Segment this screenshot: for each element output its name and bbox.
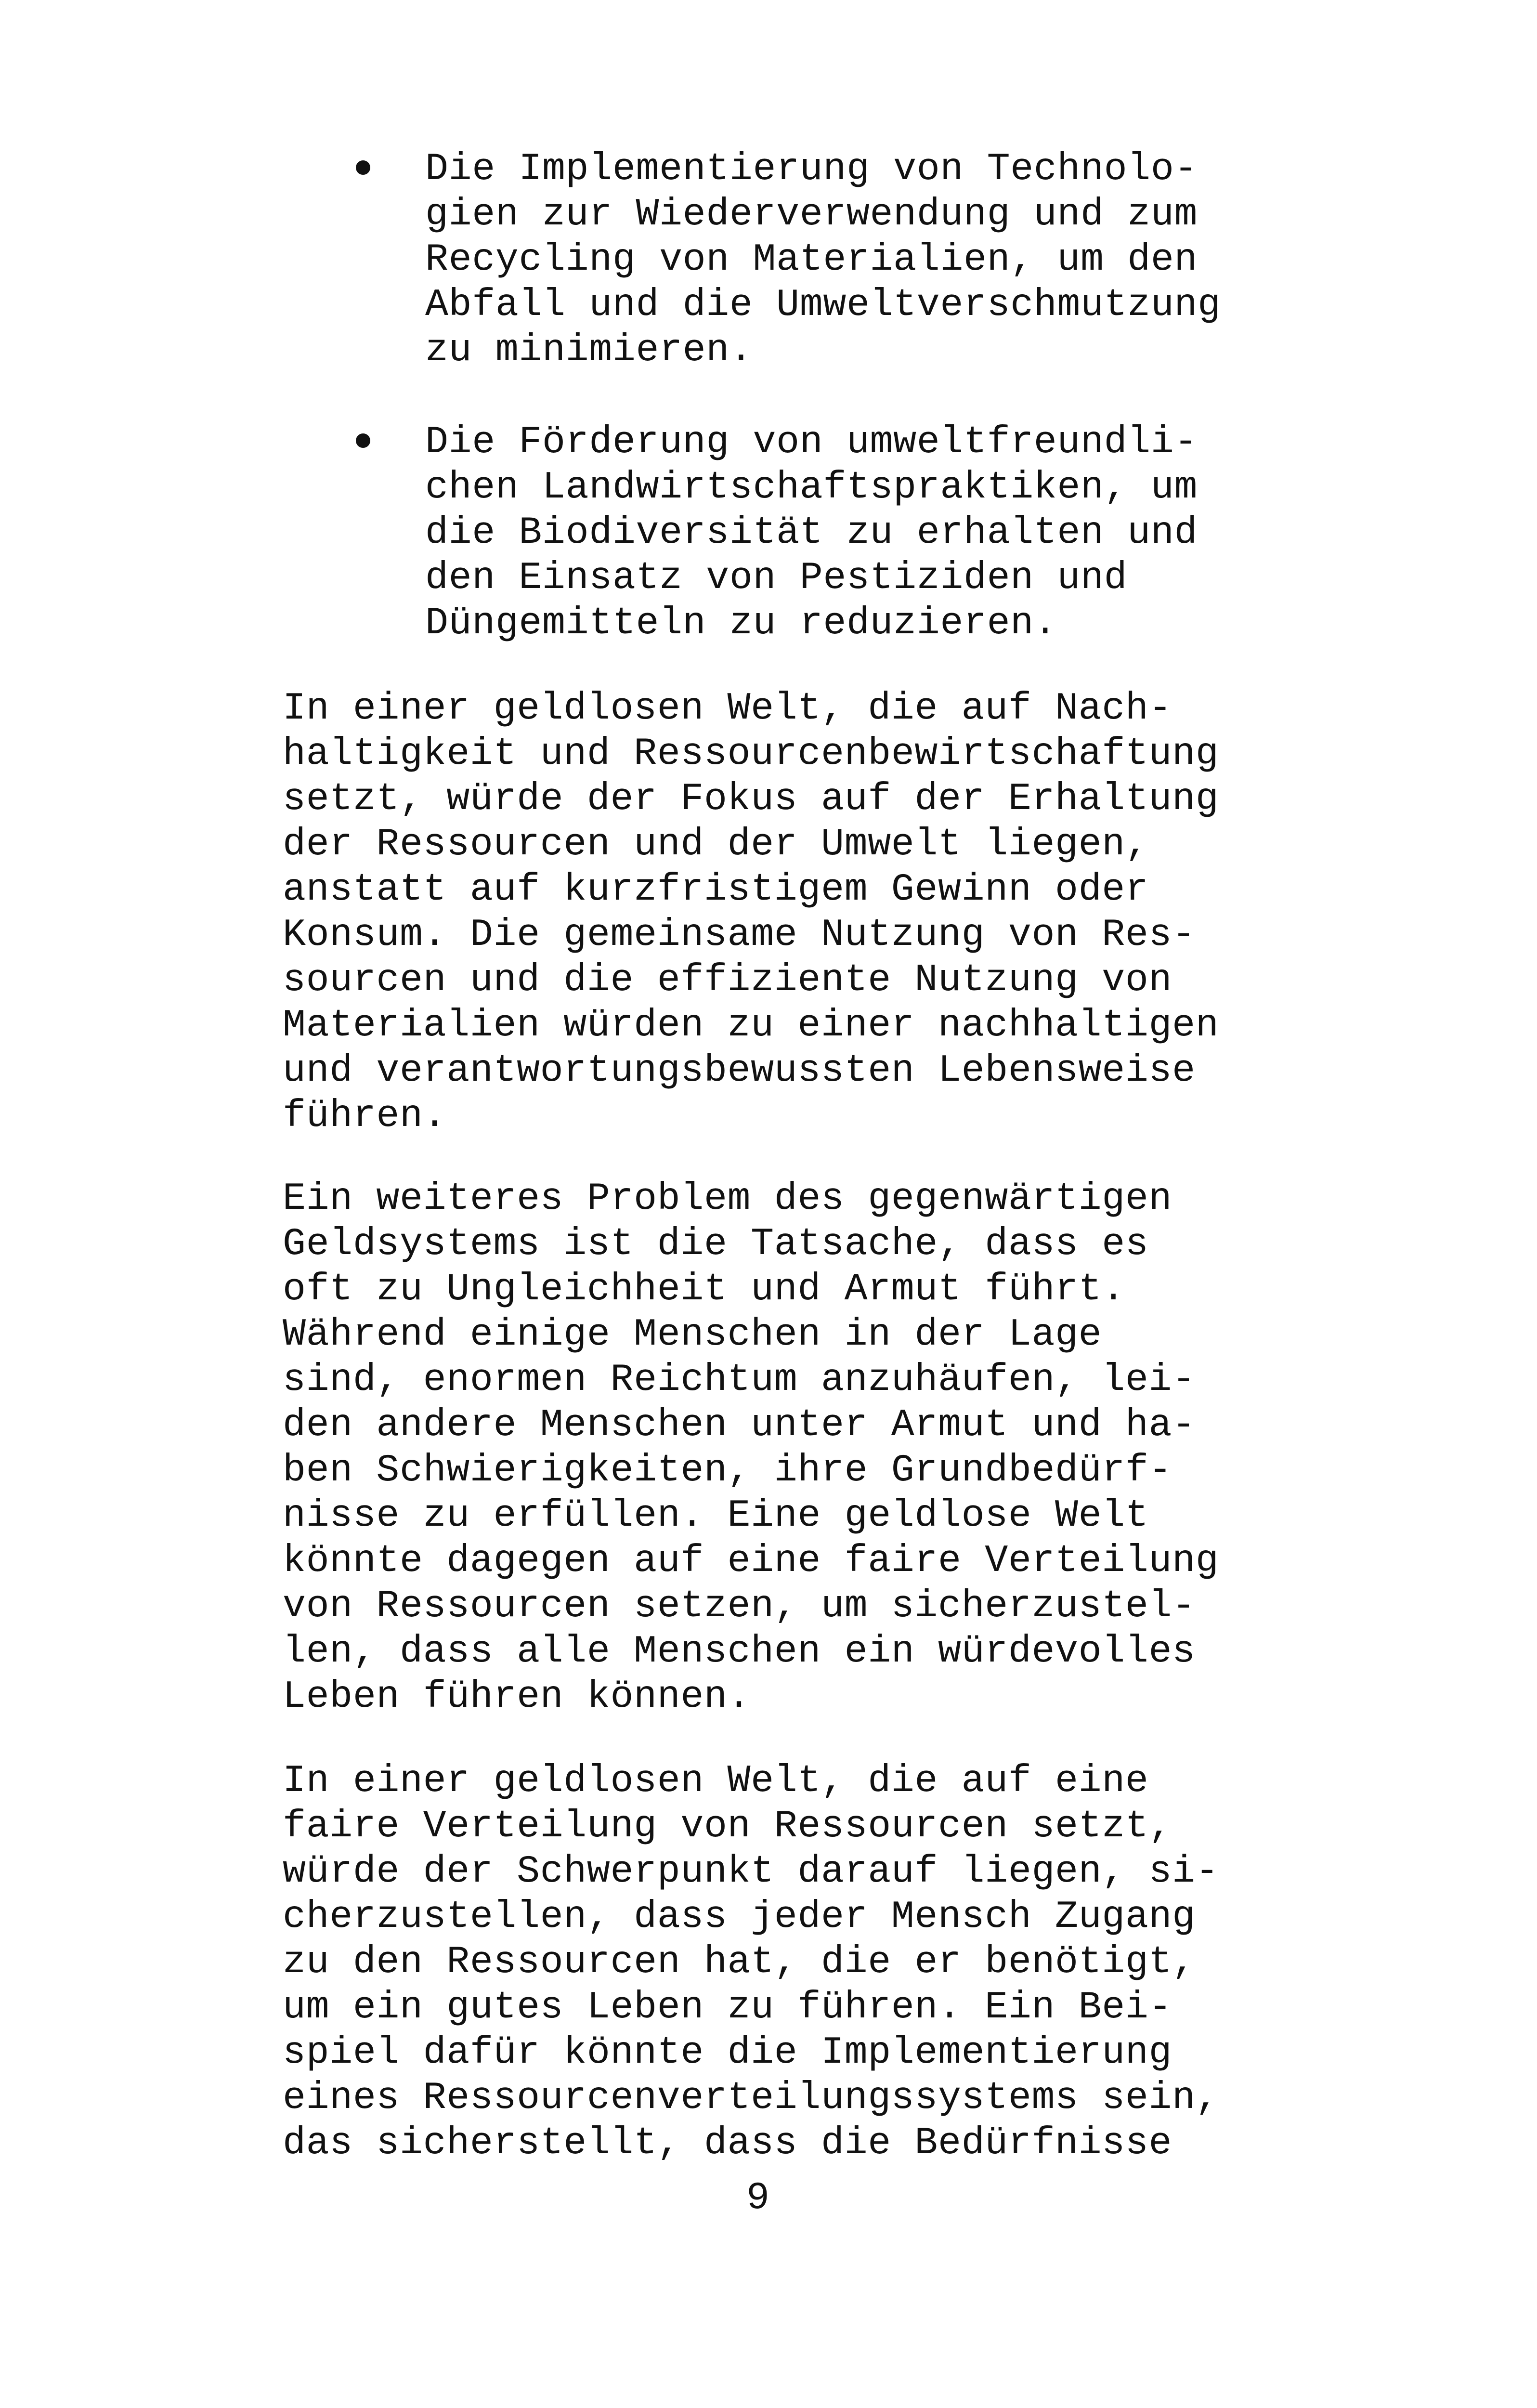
paragraph-1-line-8: Materialien würden zu einer nachhaltigen [283, 1004, 1219, 1047]
paragraph-1-line-9: und verantwortungsbewussten Lebensweise [283, 1049, 1196, 1093]
paragraph-1-line-6: Konsum. Die gemeinsame Nutzung von Res- [283, 913, 1196, 957]
paragraph-3-line-2: faire Verteilung von Ressourcen setzt, [283, 1805, 1172, 1848]
bullet-2-line-2: chen Landwirtschaftspraktiken, um [425, 466, 1198, 510]
paragraph-1-line-1: In einer geldlosen Welt, die auf Nach- [283, 687, 1172, 731]
bullet-1-line-4: Abfall und die Umweltverschmutzung [425, 283, 1221, 327]
bullet-1-line-2: gien zur Wiederverwendung und zum [425, 193, 1198, 236]
bullet-point-icon [356, 160, 370, 175]
paragraph-2-line-1: Ein weiteres Problem des gegenwärtigen [283, 1177, 1172, 1221]
bullet-2-line-4: den Einsatz von Pestiziden und [425, 556, 1128, 600]
bullet-1-line-1: Die Implementierung von Technolo- [425, 147, 1198, 191]
paragraph-2-line-5: sind, enormen Reichtum anzuhäufen, lei- [283, 1358, 1196, 1402]
paragraph-3-line-4: cherzustellen, dass jeder Mensch Zugang [283, 1895, 1196, 1939]
bullet-2-line-5: Düngemitteln zu reduzieren. [425, 602, 1057, 645]
paragraph-2-line-4: Während einige Menschen in der Lage [283, 1313, 1102, 1357]
paragraph-1-line-3: setzt, würde der Fokus auf der Erhaltung [283, 777, 1219, 821]
paragraph-3-line-8: eines Ressourcenverteilungssystems sein, [283, 2076, 1219, 2120]
bullet-1-line-3: Recycling von Materialien, um den [425, 238, 1198, 282]
paragraph-2-line-9: könnte dagegen auf eine faire Verteilung [283, 1539, 1219, 1583]
bullet-2-line-3: die Biodiversität zu erhalten und [425, 511, 1198, 555]
bullet-1-line-5: zu minimieren. [425, 328, 753, 372]
paragraph-2-line-12: Leben führen können. [283, 1675, 751, 1719]
paragraph-2-line-8: nisse zu erfüllen. Eine geldlose Welt [283, 1494, 1149, 1538]
bullet-point-icon [356, 433, 370, 448]
paragraph-3-line-9: das sicherstellt, dass die Bedürfnisse [283, 2121, 1172, 2165]
paragraph-2-line-7: ben Schwierigkeiten, ihre Grundbedürf- [283, 1449, 1172, 1492]
paragraph-2-line-2: Geldsystems ist die Tatsache, dass es [283, 1222, 1149, 1266]
paragraph-3-line-5: zu den Ressourcen hat, die er benötigt, [283, 1940, 1196, 1984]
paragraph-3-line-7: spiel dafür könnte die Implementierung [283, 2031, 1172, 2075]
paragraph-1-line-5: anstatt auf kurzfristigem Gewinn oder [283, 868, 1149, 912]
page-number: 9 [746, 2176, 770, 2220]
paragraph-2-line-3: oft zu Ungleichheit und Armut führt. [283, 1268, 1125, 1311]
paragraph-3-line-3: würde der Schwerpunkt darauf liegen, si- [283, 1850, 1219, 1894]
paragraph-3-line-1: In einer geldlosen Welt, die auf eine [283, 1759, 1149, 1803]
paragraph-1-line-4: der Ressourcen und der Umwelt liegen, [283, 823, 1149, 866]
paragraph-1-line-7: sourcen und die effiziente Nutzung von [283, 958, 1172, 1002]
bullet-2-line-1: Die Förderung von umweltfreundli- [425, 420, 1198, 464]
paragraph-2-line-10: von Ressourcen setzen, um sicherzustel- [283, 1584, 1196, 1628]
paragraph-2-line-6: den andere Menschen unter Armut und ha- [283, 1403, 1196, 1447]
paragraph-1-line-2: haltigkeit und Ressourcenbewirtschaftung [283, 732, 1219, 776]
paragraph-2-line-11: len, dass alle Menschen ein würdevolles [283, 1630, 1196, 1674]
paragraph-1-line-10: führen. [283, 1094, 447, 1138]
paragraph-3-line-6: um ein gutes Leben zu führen. Ein Bei- [283, 1986, 1172, 2029]
